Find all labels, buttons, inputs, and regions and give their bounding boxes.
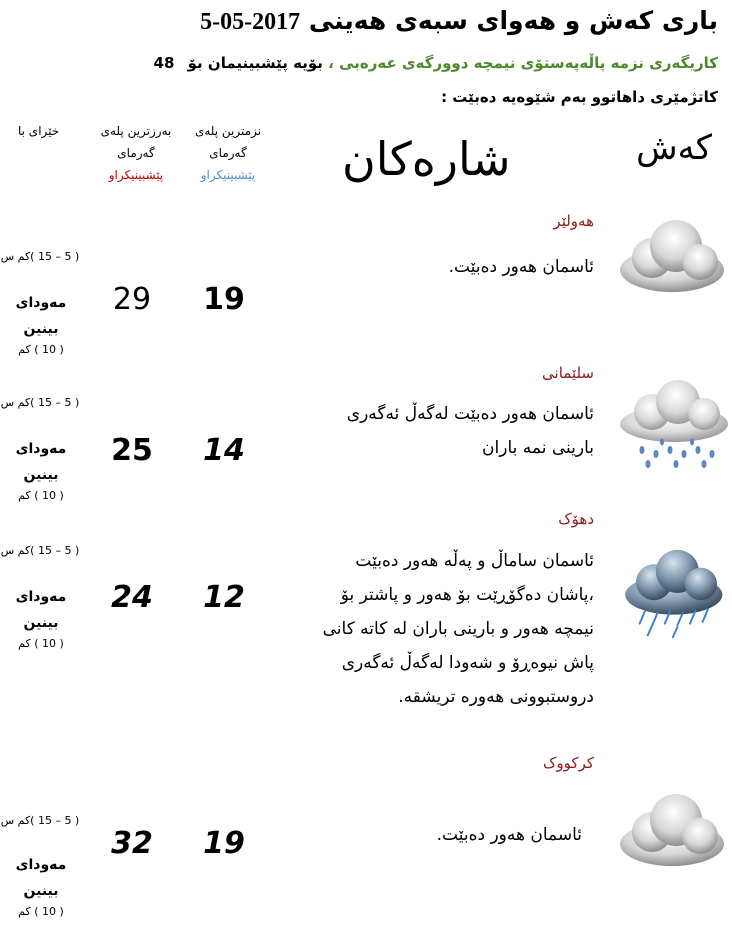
cities-column-header: شارەکان <box>342 132 511 186</box>
weather-column-header: کەش <box>636 128 712 168</box>
max-temperature: 24 <box>111 580 153 615</box>
visibility-value: ( 10 ) کم <box>18 489 64 502</box>
min-temperature: 19 <box>203 282 245 317</box>
description-line: دروستبوونی هەورە تریشقە. <box>398 687 594 707</box>
light-rain-icon <box>612 380 732 470</box>
title-text: باری کەش و هەوای سبەی هەینی <box>308 6 718 35</box>
min-header-line1: نزمترین پلەی <box>194 124 262 138</box>
description-line: پاش نیوەڕۆ و شەودا لەگەڵ ئەگەری <box>341 653 594 673</box>
visibility-label: بینین <box>23 883 59 899</box>
description-line: ئاسمان هەور دەبێت. <box>436 825 582 845</box>
subtitle-rest-text: بۆیە پێشبینیمان بۆ <box>187 54 323 72</box>
visibility-value: ( 10 ) کم <box>18 905 64 918</box>
cloudy-icon <box>612 784 732 874</box>
visibility-label: بینین <box>23 321 59 337</box>
thunderstorm-rain-icon <box>612 548 732 638</box>
min-temp-column-header <box>184 120 272 186</box>
page-title <box>194 6 718 36</box>
subtitle <box>154 54 718 72</box>
description-line: ئاسمان هەور دەبێت لەگەڵ ئەگەری <box>346 404 594 424</box>
forecast-hours: 48 <box>153 54 175 72</box>
wind-speed: ( 5 – 15 )کم س <box>0 396 80 409</box>
visibility <box>6 436 76 504</box>
visibility-label: مەودای <box>15 589 67 605</box>
visibility <box>6 584 76 652</box>
wind-speed: ( 5 – 15 )کم س <box>0 544 80 557</box>
min-temperature: 19 <box>203 826 245 861</box>
min-header-line2: گەرمای <box>209 146 247 160</box>
visibility-label: مەودای <box>15 857 67 873</box>
min-temperature: 14 <box>203 433 245 468</box>
max-temperature: 25 <box>111 433 153 468</box>
visibility-value: ( 10 ) کم <box>18 343 64 356</box>
min-temperature: 12 <box>203 580 245 615</box>
max-header-line2: گەرمای <box>117 146 155 160</box>
city-name: دهۆک <box>558 510 594 528</box>
wind-speed-column-header: خێرای با <box>18 124 60 138</box>
weather-description <box>437 818 582 852</box>
max-temperature: 32 <box>111 826 153 861</box>
max-temp-column-header <box>88 120 184 186</box>
description-line: ئاسمان هەور دەبێت. <box>448 257 594 277</box>
intro-text: کاتژمێری داهاتوو بەم شێوەیە دەبێت : <box>441 88 718 106</box>
visibility-label: مەودای <box>15 441 67 457</box>
max-temperature: 29 <box>112 282 152 317</box>
visibility <box>6 290 76 358</box>
max-header-line3: پێشبینیکراو <box>108 168 164 182</box>
wind-speed: ( 5 – 15 )کم س <box>0 250 80 263</box>
forecast-date: 2017-05-5 <box>200 9 301 35</box>
min-header-line3: پێشبینیکراو <box>200 168 256 182</box>
visibility-label: بینین <box>23 467 59 483</box>
weather-description <box>323 544 594 714</box>
city-name: سلێمانی <box>542 364 594 382</box>
weather-description <box>347 397 594 465</box>
subtitle-green-text: کاریگەری نزمە پاڵەپەستۆی نیمچە دوورگەی عەرەبی ، <box>328 54 718 72</box>
description-line: بارینی نمە باران <box>482 438 594 458</box>
weather-description <box>449 250 594 284</box>
visibility-value: ( 10 ) کم <box>18 637 64 650</box>
cloudy-icon <box>612 210 732 300</box>
description-line: ،پاشان دەگۆڕێت بۆ هەور و پاشتر بۆ <box>340 585 594 605</box>
city-name: هەولێر <box>553 212 594 230</box>
city-name: کرکووک <box>543 754 594 772</box>
description-line: ئاسمان ساماڵ و پەڵە هەور دەبێت <box>355 551 594 571</box>
wind-speed: ( 5 – 15 )کم س <box>0 814 80 827</box>
max-header-line1: بەرزترین پلەی <box>100 124 172 138</box>
visibility-label: بینین <box>23 615 59 631</box>
visibility <box>6 852 76 920</box>
description-line: نیمچە هەور و بارینی باران لە کاتە کانی <box>322 619 594 639</box>
visibility-label: مەودای <box>15 295 67 311</box>
